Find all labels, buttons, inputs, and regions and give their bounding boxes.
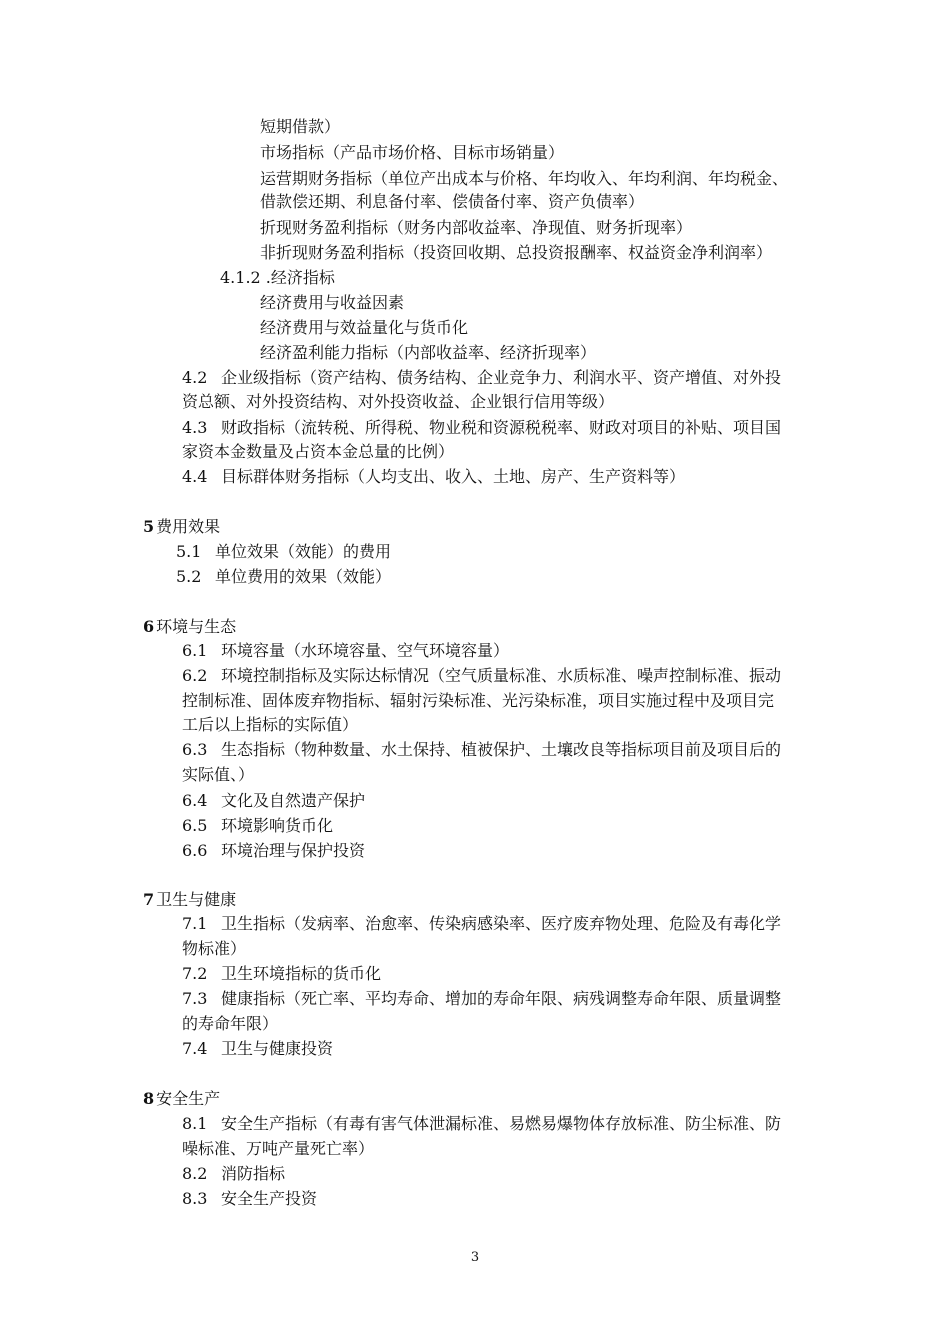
list-item-continuation: 控制标准、固体废弃物指标、辐射污染标准、光污染标准，项目实施过程中及项目完	[182, 691, 775, 710]
item-number: 8.2	[182, 1164, 208, 1183]
list-item	[182, 368, 781, 388]
list-item	[176, 542, 391, 562]
list-item	[182, 914, 781, 934]
list-item: 借款偿还期、利息备付率、偿债备付率、资产负债率）	[260, 192, 645, 211]
item-text: 健康指标（死亡率、平均寿命、增加的寿命年限、病残调整寿命年限、质量调整	[221, 989, 782, 1008]
item-text: 财政指标（流转税、所得税、物业税和资源税税率、财政对项目的补贴、项目国	[221, 418, 782, 437]
item-text: 单位费用的效果（效能）	[215, 567, 392, 586]
item-text: 安全生产指标（有毒有害气体泄漏标准、易燃易爆物体存放标准、防尘标准、防	[221, 1114, 782, 1133]
item-number: 4.4	[182, 467, 208, 486]
section-title: 安全生产	[156, 1089, 221, 1108]
item-text: 卫生环境指标的货币化	[221, 964, 382, 983]
list-item	[182, 740, 781, 760]
section-number: 5	[143, 517, 155, 536]
section-heading	[143, 890, 236, 910]
list-item-continuation: 资总额、对外投资结构、对外投资收益、企业银行信用等级）	[182, 392, 615, 411]
item-number: 5.2	[176, 567, 202, 586]
list-item: 经济费用与收益因素	[260, 293, 405, 312]
item-number: 8.1	[182, 1114, 208, 1133]
list-item	[182, 816, 333, 836]
list-item	[182, 1039, 333, 1059]
list-item: 经济费用与效益量化与货币化	[260, 318, 469, 337]
list-item	[182, 467, 685, 487]
subsection-heading: 4.1.2 .经济指标	[220, 268, 335, 287]
item-number: 7.4	[182, 1039, 208, 1058]
item-number: 6.3	[182, 740, 208, 759]
section-title: 卫生与健康	[156, 890, 237, 909]
list-item: 市场指标（产品市场价格、目标市场销量）	[260, 143, 565, 162]
section-heading	[143, 517, 220, 537]
item-text: 目标群体财务指标（人均支出、收入、土地、房产、生产资料等）	[221, 467, 686, 486]
item-text: 安全生产投资	[221, 1189, 318, 1208]
item-text: 环境影响货币化	[221, 816, 334, 835]
list-item	[182, 791, 365, 811]
item-text: 单位效果（效能）的费用	[215, 542, 392, 561]
list-item	[182, 1189, 317, 1209]
item-number: 4.2	[182, 368, 208, 387]
item-number: 4.3	[182, 418, 208, 437]
list-item	[182, 666, 781, 686]
item-number: 6.5	[182, 816, 208, 835]
list-item	[182, 841, 365, 861]
list-item-continuation: 家资本金数量及占资本金总量的比例）	[182, 442, 455, 461]
list-item-continuation: 实际值、）	[182, 765, 255, 784]
list-item: 折现财务盈利指标（财务内部收益率、净现值、财务折现率）	[260, 218, 693, 237]
list-item-continuation: 工后以上指标的实际值）	[182, 715, 359, 734]
section-heading	[143, 1089, 220, 1109]
list-item	[182, 989, 781, 1009]
list-item	[182, 641, 509, 661]
item-text: 企业级指标（资产结构、债务结构、企业竞争力、利润水平、资产增值、对外投	[221, 368, 782, 387]
list-item: 非折现财务盈利指标（投资回收期、总投资报酬率、权益资金净利润率）	[260, 243, 773, 262]
section-title: 环境与生态	[156, 617, 237, 636]
item-text: 消防指标	[221, 1164, 286, 1183]
list-item	[182, 1114, 781, 1134]
item-text: 卫生与健康投资	[221, 1039, 334, 1058]
item-text: 环境容量（水环境容量、空气环境容量）	[221, 641, 510, 660]
item-number: 6.1	[182, 641, 208, 660]
list-item-continuation: 物标准）	[182, 939, 247, 958]
section-number: 7	[143, 890, 155, 909]
list-item: 短期借款）	[260, 117, 341, 136]
item-text: 环境控制指标及实际达标情况（空气质量标准、水质标准、噪声控制标准、振动	[221, 666, 782, 685]
list-item	[182, 1164, 285, 1184]
item-number: 6.4	[182, 791, 208, 810]
item-number: 7.2	[182, 964, 208, 983]
item-number: 7.1	[182, 914, 208, 933]
list-item: 经济盈利能力指标（内部收益率、经济折现率）	[260, 343, 597, 362]
list-item-continuation: 的寿命年限）	[182, 1014, 279, 1033]
list-item-continuation: 噪标准、万吨产量死亡率）	[182, 1139, 375, 1158]
item-text: 环境治理与保护投资	[221, 841, 366, 860]
section-number: 8	[143, 1089, 155, 1108]
item-number: 6.6	[182, 841, 208, 860]
item-text: 卫生指标（发病率、治愈率、传染病感染率、医疗废弃物处理、危险及有毒化学	[221, 914, 782, 933]
item-text: 生态指标（物种数量、水土保持、植被保护、土壤改良等指标项目前及项目后的	[221, 740, 782, 759]
section-number: 6	[143, 617, 155, 636]
item-number: 8.3	[182, 1189, 208, 1208]
list-item	[182, 964, 381, 984]
page-number: 3	[470, 1250, 480, 1265]
list-item	[182, 418, 781, 438]
item-text: 文化及自然遗产保护	[221, 791, 366, 810]
section-title: 费用效果	[156, 517, 221, 536]
section-heading	[143, 617, 236, 637]
list-item	[176, 567, 391, 587]
list-item: 运营期财务指标（单位产出成本与价格、年均收入、年均利润、年均税金、	[260, 169, 789, 188]
item-number: 5.1	[176, 542, 202, 561]
item-number: 6.2	[182, 666, 208, 685]
item-number: 7.3	[182, 989, 208, 1008]
